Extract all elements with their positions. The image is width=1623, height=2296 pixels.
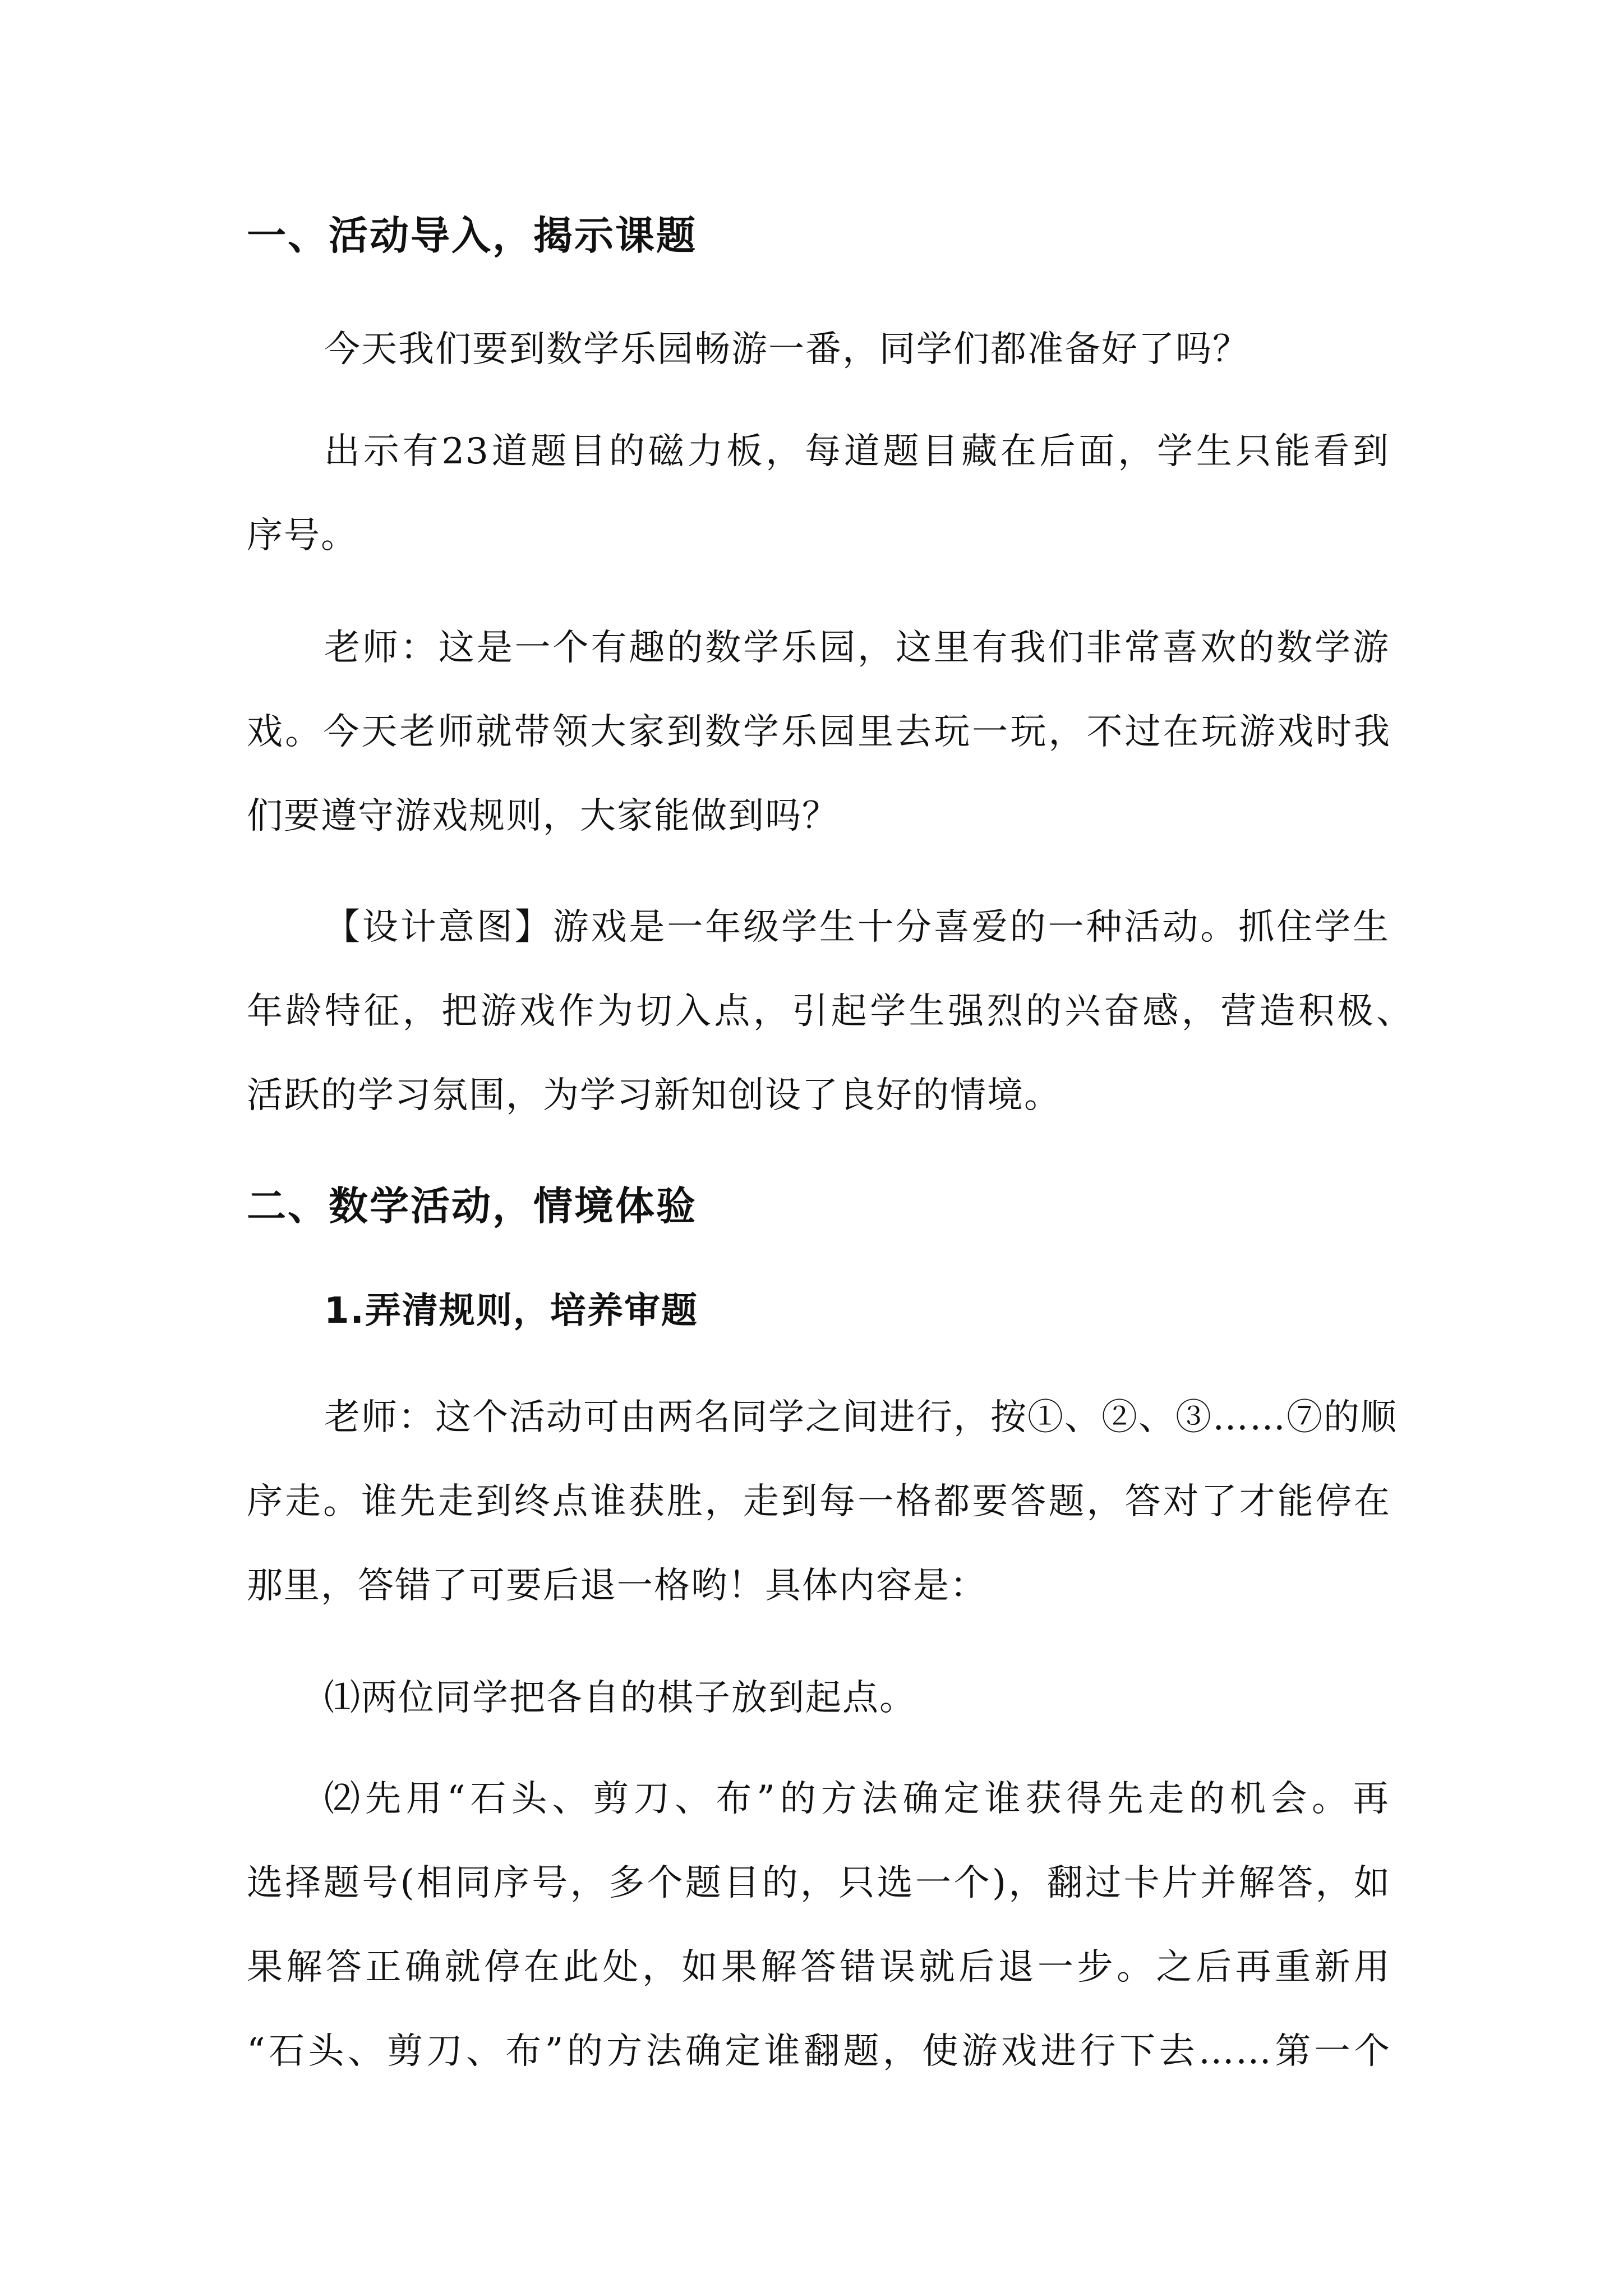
paragraph-4-line-2: 年龄特征，把游戏作为切入点，引起学生强烈的兴奋感，营造积极、 xyxy=(247,991,1413,1032)
paragraph-5-line-2: 序走。谁先走到终点谁获胜，走到每一格都要答题，答对了才能停在 xyxy=(247,1481,1391,1522)
paragraph-7-line-4: “石头、剪刀、布”的方法确定谁翻题，使游戏进行下去……第一个 xyxy=(247,2031,1391,2072)
paragraph-7-line-2: 选择题号(相同序号，多个题目的，只选一个)，翻过卡片并解答，如 xyxy=(247,1862,1391,1904)
paragraph-2-line-1: 出示有23道题目的磁力板，每道题目藏在后面，学生只能看到 xyxy=(324,431,1390,472)
paragraph-2-line-2: 序号。 xyxy=(247,515,358,556)
subheading-1: 1.弄清规则，培养审题 xyxy=(324,1290,698,1332)
paragraph-3-line-2: 戏。今天老师就带领大家到数学乐园里去玩一玩，不过在玩游戏时我 xyxy=(247,711,1391,753)
paragraph-7-line-3: 果解答正确就停在此处，如果解答错误就后退一步。之后再重新用 xyxy=(247,1947,1391,1988)
paragraph-4-line-1: 【设计意图】游戏是一年级学生十分喜爱的一种活动。抓住学生 xyxy=(324,907,1390,948)
paragraph-3-line-1: 老师：这是一个有趣的数学乐园，这里有我们非常喜欢的数学游 xyxy=(324,627,1390,669)
section-heading-2: 二、数学活动，情境体验 xyxy=(247,1183,697,1229)
paragraph-4-line-3: 活跃的学习氛围，为学习新知创设了良好的情境。 xyxy=(247,1075,1061,1116)
paragraph-1-line-1: 今天我们要到数学乐园畅游一番，同学们都准备好了吗？ xyxy=(324,329,1249,370)
paragraph-6-line-1: ⑴两位同学把各自的棋子放到起点。 xyxy=(324,1677,916,1719)
paragraph-7-line-1: ⑵先用“石头、剪刀、布”的方法确定谁获得先走的机会。再 xyxy=(324,1778,1390,1820)
paragraph-5-line-3: 那里，答错了可要后退一格哟！具体内容是： xyxy=(247,1565,987,1607)
paragraph-5-line-1: 老师：这个活动可由两名同学之间进行，按①、②、③……⑦的顺 xyxy=(324,1397,1398,1438)
section-heading-1: 一、活动导入，揭示课题 xyxy=(247,213,697,259)
paragraph-3-line-3: 们要遵守游戏规则，大家能做到吗？ xyxy=(247,795,839,837)
